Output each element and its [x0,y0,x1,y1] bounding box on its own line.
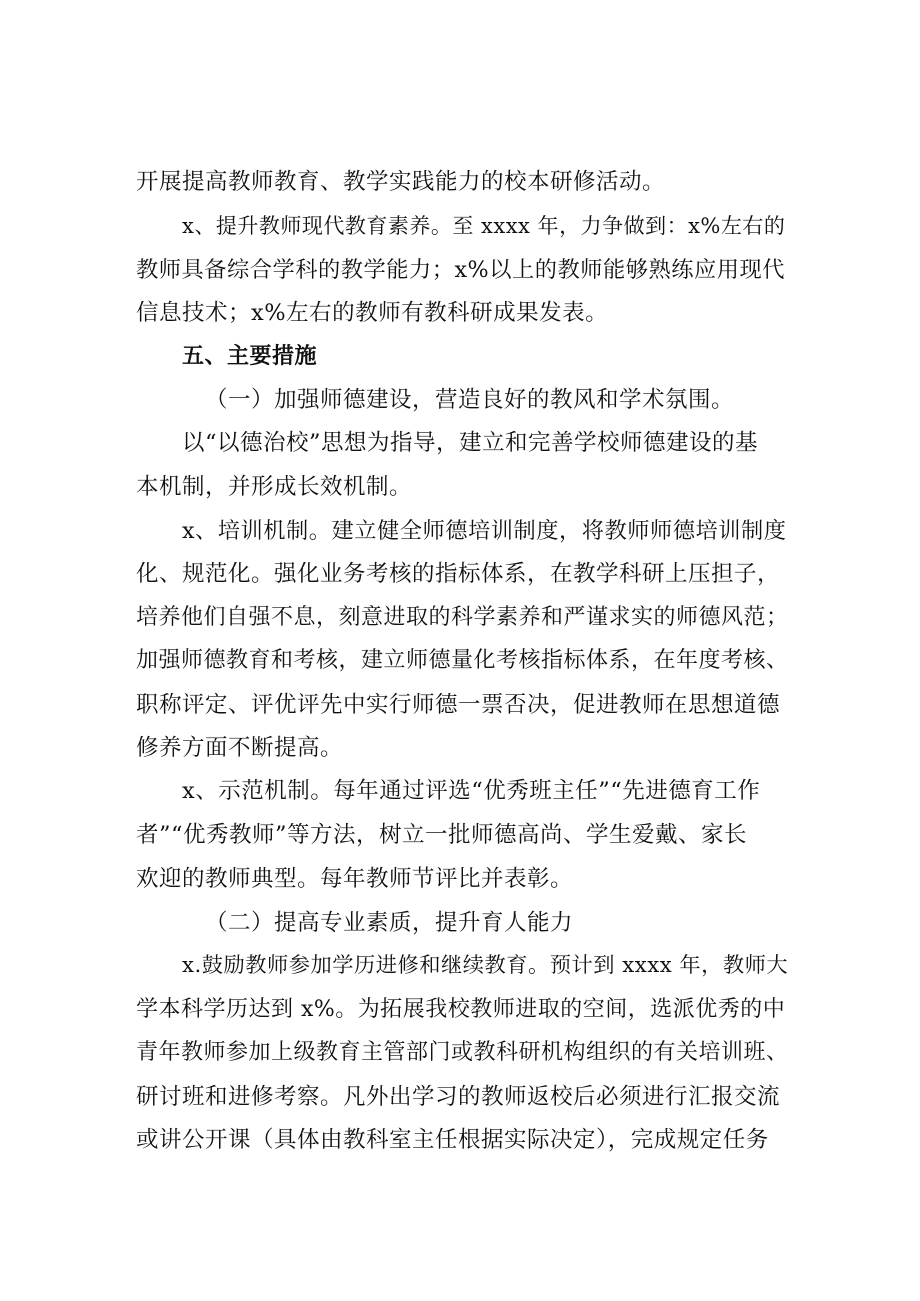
paragraph-line: 研讨班和进修考察。凡外出学习的教师返校后必须进行汇报交流 [136,1084,781,1110]
paragraph-line: 开展提高教师教育、教学实践能力的校本研修活动。 [136,169,666,195]
subsection-heading: （一）加强师德建设，营造良好的教风和学术氛围。 [205,387,735,413]
paragraph-line: 青年教师参加上级教育主管部门或教科研机构组织的有关培训班、 [136,1040,789,1065]
subsection-heading: （二）提高专业素质，提升育人能力 [205,910,574,936]
paragraph-line: 教师具备综合学科的教学能力；x%以上的教师能够熟练应用现代 [136,257,785,283]
paragraph-line: x.鼓励教师参加学历进修和继续教育。预计到 xxxx 年，教师大 [182,953,789,978]
paragraph-line: x、提升教师现代教育素养。至 xxxx 年，力争做到：x%左右的 [182,214,786,238]
paragraph-line: 以“以德治校”思想为指导，建立和完善学校师德建设的基 [182,430,759,456]
paragraph-line: 化、规范化。强化业务考核的指标体系，在教学科研上压担子， [136,561,781,587]
paragraph-line: 培养他们自强不息，刻意进取的科学素养和严谨求实的师德风范； [136,605,789,630]
paragraph-line: 信息技术；x%左右的教师有教科研成果发表。 [136,300,609,326]
paragraph-line: 加强师德教育和考核，建立师德量化考核指标体系，在年度考核、 [136,648,789,673]
section-heading: 五、主要措施 [182,344,318,369]
paragraph-line: x、培训机制。建立健全师德培训制度，将教师师德培训制度 [182,518,787,544]
paragraph-line: 者”“优秀教师”等方法，树立一批师德高尚、学生爱戴、家长 [136,822,748,848]
paragraph-line: 学本科学历达到 x%。为拓展我校教师进取的空间，选派优秀的中 [136,997,786,1022]
paragraph-line: 或讲公开课（具体由教科室主任根据实际决定），完成规定任务 [136,1127,769,1153]
paragraph-line: 职称评定、评优评先中实行师德一票否决，促进教师在思想道德 [136,692,781,718]
paragraph-line: x、示范机制。每年通过评选“优秀班主任”“先进德育工作 [182,778,761,804]
paragraph-line: 欢迎的教师典型。每年教师节评比并表彰。 [136,866,574,892]
paragraph-line: 本机制，并形成长效机制。 [136,474,413,500]
paragraph-line: 修养方面不断提高。 [136,735,344,761]
